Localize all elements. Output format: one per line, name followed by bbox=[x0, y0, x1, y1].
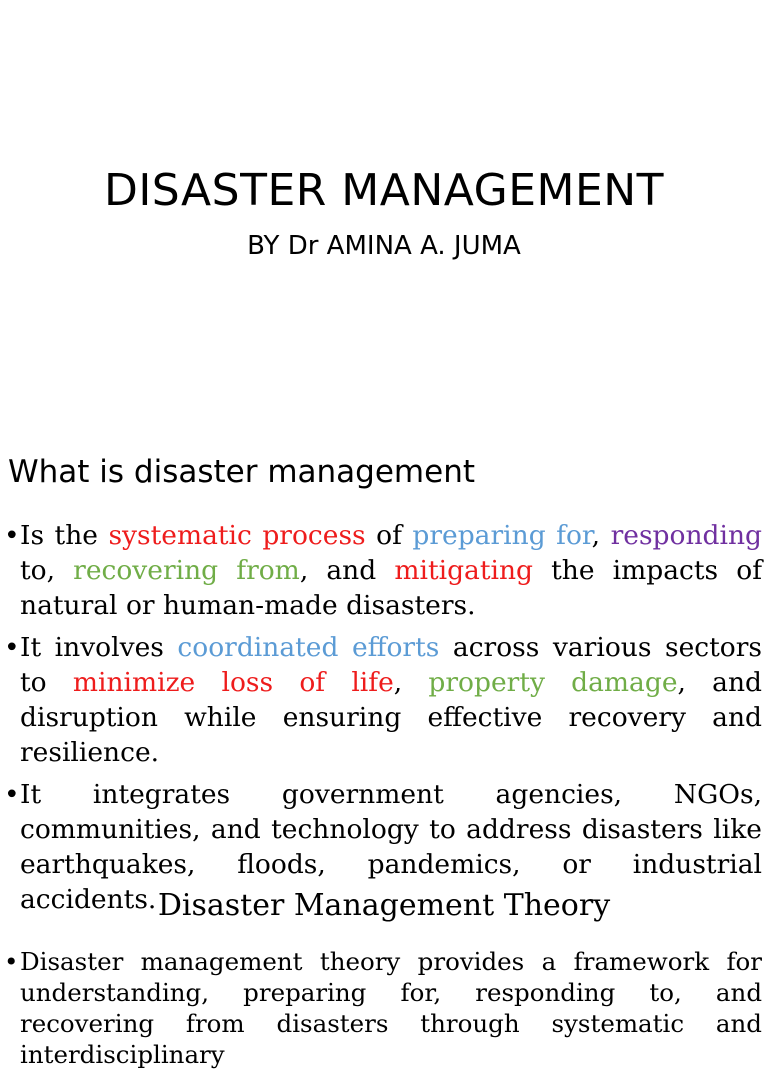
bullet-text-segment: recovering from bbox=[73, 555, 300, 586]
bullet-text-segment: It involves bbox=[20, 632, 178, 663]
definition-bullet-list bbox=[0, 518, 768, 924]
theory-bullet-list bbox=[0, 946, 768, 1070]
bullet-text-segment: coordinated efforts bbox=[177, 632, 440, 663]
theory-bullet-text: Disaster management theory provides a framework for understanding, preparing for, responding to, and recovering from disasters through systematic and interdisciplinary bbox=[20, 947, 762, 1069]
bullet-text-segment: to, bbox=[20, 555, 74, 586]
bullet-text-segment: systematic process bbox=[108, 520, 366, 551]
title-slide bbox=[0, 0, 768, 420]
bullet-text-segment: preparing for bbox=[412, 520, 592, 551]
bullet-text-segment: , and disruption while ensuring effective recovery and resilience. bbox=[20, 667, 762, 768]
section-heading-theory: Disaster Management Theory bbox=[157, 888, 611, 923]
bullet-dot-icon: • bbox=[4, 520, 20, 551]
bullet-text-segment: Is the bbox=[20, 520, 109, 551]
bullet-text-segment: of bbox=[365, 520, 413, 551]
bullet-dot-icon: • bbox=[4, 947, 19, 976]
bullet-text-segment: , bbox=[393, 667, 429, 698]
theory-bullet-item bbox=[0, 946, 768, 1070]
bullet-text-segment: across various sectors to bbox=[20, 632, 762, 698]
bullet-text-segment: responding bbox=[610, 520, 762, 551]
section-heading-definition: What is disaster management bbox=[8, 454, 475, 490]
definition-bullet-item bbox=[0, 630, 768, 770]
bullet-dot-icon: • bbox=[4, 779, 20, 810]
bullet-text-segment: , bbox=[591, 520, 611, 551]
bullet-text-segment: the impacts of natural or human-made disasters. bbox=[20, 555, 762, 621]
bullet-text-segment: minimize loss of life bbox=[72, 667, 394, 698]
bullet-text-segment: It integrates government agencies, NGOs, communities, and technology to address disasters like earthquakes, floods, pandemics, or industrial accidents. bbox=[20, 779, 762, 915]
bullet-text-segment: mitigating bbox=[394, 555, 533, 586]
document-title: DISASTER MANAGEMENT bbox=[103, 165, 665, 216]
bullet-dot-icon: • bbox=[4, 632, 20, 663]
bullet-text-segment: property damage bbox=[428, 667, 678, 698]
bullet-text-segment: , and bbox=[299, 555, 395, 586]
definition-bullet-item bbox=[0, 518, 768, 623]
author-subtitle: BY Dr AMINA A. JUMA bbox=[247, 231, 521, 261]
